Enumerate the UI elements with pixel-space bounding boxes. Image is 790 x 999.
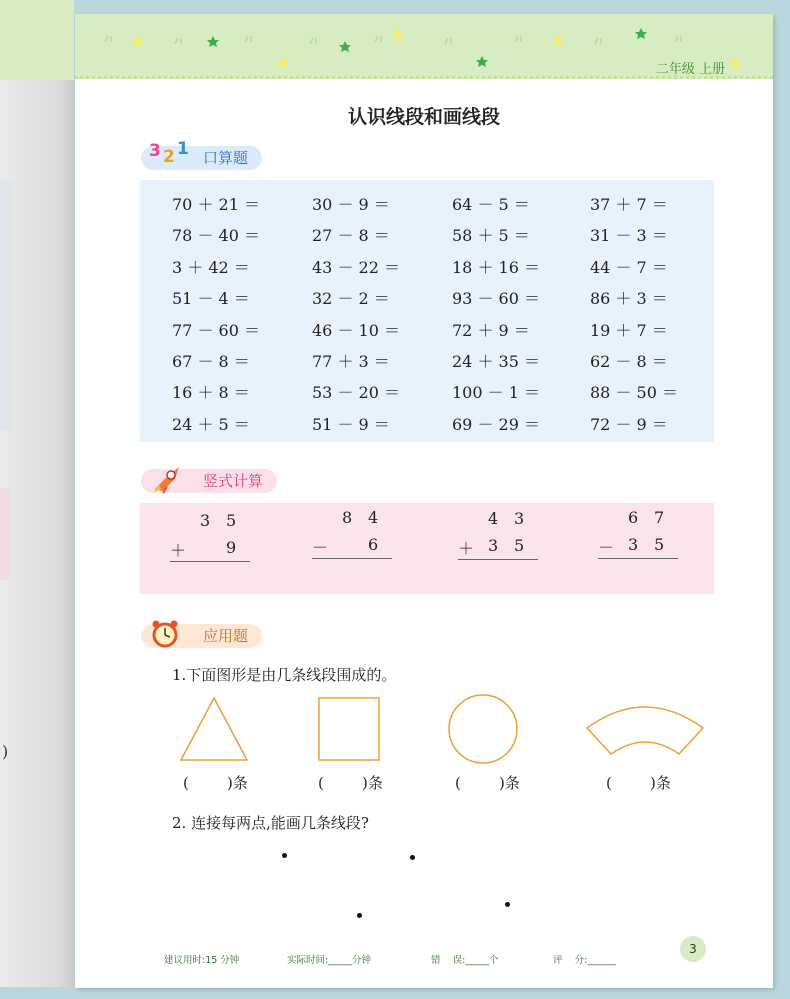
question-1-text: 1.下面图形是由几条线段围成的。 [172, 666, 397, 684]
previous-page-paren: ) [2, 742, 9, 761]
oral-problem[interactable]: 51 － 9 ＝ [312, 414, 390, 434]
digit: 4 [368, 508, 379, 527]
oral-problem[interactable]: 88 － 50 ＝ [590, 383, 678, 403]
oral-problem[interactable]: 37 ＋ 7 ＝ [590, 195, 668, 214]
footer-errors: 错 误:_____个 [431, 955, 499, 966]
digit: 3 [628, 535, 639, 554]
blank-triangle[interactable]: ( )条 [183, 774, 248, 792]
previous-page-header-band [0, 0, 74, 80]
oral-problem[interactable]: 32 － 2 ＝ [312, 289, 390, 309]
workbook-page [75, 14, 773, 988]
svg-text:1: 1 [177, 139, 189, 159]
oral-problem[interactable]: 24 ＋ 5 ＝ [172, 414, 250, 434]
digit: 8 [342, 508, 353, 527]
digit: 5 [514, 536, 525, 555]
oral-problem[interactable]: 24 ＋ 35 ＝ [452, 352, 540, 371]
digit: 3 [514, 509, 525, 528]
svg-text:2: 2 [163, 147, 175, 167]
operator: － [598, 538, 615, 557]
rocket-icon [149, 463, 189, 502]
circle-shape [449, 695, 517, 763]
oral-problem[interactable]: 44 － 7 ＝ [590, 257, 668, 277]
shapes-row [75, 690, 773, 780]
oral-problems-box [140, 180, 714, 442]
vertical-problems-box [140, 503, 714, 594]
oral-problem[interactable]: 31 － 3 ＝ [590, 226, 668, 246]
point-a[interactable] [282, 853, 287, 858]
oral-problem[interactable]: 19 ＋ 7 ＝ [590, 320, 668, 340]
oral-problem[interactable]: 86 ＋ 3 ＝ [590, 289, 668, 309]
blank-fan[interactable]: ( )条 [606, 774, 671, 792]
oral-problem[interactable]: 58 ＋ 5 ＝ [452, 226, 530, 246]
triangle-shape [181, 698, 247, 760]
oral-problem[interactable]: 70 ＋ 21 ＝ [172, 195, 260, 214]
digit: 6 [628, 508, 639, 527]
oral-problem[interactable]: 78 － 40 ＝ [172, 226, 260, 246]
point-d[interactable] [357, 913, 362, 918]
oral-problem[interactable]: 51 － 4 ＝ [172, 289, 250, 309]
operator: ＋ [458, 539, 475, 558]
section-oral-label: 口算题 [203, 149, 249, 167]
oral-problem[interactable]: 27 － 8 ＝ [312, 226, 390, 246]
oral-problem[interactable]: 72 － 9 ＝ [590, 414, 668, 434]
digit: 3 [200, 511, 211, 530]
previous-page-blue-block [0, 180, 12, 430]
oral-problem[interactable]: 77 － 60 ＝ [172, 320, 260, 340]
oral-problem[interactable]: 93 － 60 ＝ [452, 289, 540, 309]
oral-problem[interactable]: 18 ＋ 16 ＝ [452, 257, 540, 277]
oral-problem[interactable]: 100 － 1 ＝ [452, 383, 540, 403]
digit: 7 [654, 508, 665, 527]
operator: ＋ [170, 541, 187, 560]
page-title: 认识线段和画线段 [347, 106, 500, 128]
section-oral-header [141, 139, 262, 170]
section-applied-header [141, 624, 262, 648]
answer-line[interactable] [458, 559, 538, 560]
digit: 9 [226, 538, 237, 557]
section-vertical-label: 竖式计算 [203, 472, 264, 490]
header-band [75, 14, 773, 79]
oral-problem[interactable]: 64 － 5 ＝ [452, 195, 530, 214]
oral-problem[interactable]: 3 ＋ 42 ＝ [172, 257, 250, 277]
digit: 6 [368, 535, 379, 554]
oral-problem[interactable]: 46 － 10 ＝ [312, 320, 400, 340]
footer-score: 评 分:______ [553, 955, 616, 966]
square-shape [319, 698, 379, 760]
oral-problem[interactable]: 43 － 22 ＝ [312, 257, 400, 277]
digit: 5 [226, 511, 237, 530]
point-c[interactable] [505, 902, 510, 907]
operator: － [312, 538, 329, 557]
grade-label: 二年级 上册 [655, 62, 725, 77]
oral-problem[interactable]: 30 － 9 ＝ [312, 195, 390, 214]
blank-circle[interactable]: ( )条 [455, 774, 520, 792]
answer-line[interactable] [598, 558, 678, 559]
footer-suggested-time: 建议用时:15 分钟 [164, 955, 240, 966]
oral-problem[interactable]: 72 ＋ 9 ＝ [452, 320, 530, 340]
digit: 5 [654, 535, 665, 554]
previous-page-pink-block [0, 488, 10, 580]
oral-problem[interactable]: 53 － 20 ＝ [312, 383, 400, 403]
section-applied-label: 应用题 [203, 627, 249, 645]
numbers-321-icon [149, 138, 201, 175]
section-vertical-header [141, 469, 277, 493]
svg-text:3: 3 [149, 141, 161, 161]
oral-problem[interactable]: 16 ＋ 8 ＝ [172, 383, 250, 403]
fan-shape [587, 707, 703, 754]
digit: 4 [488, 509, 499, 528]
oral-problem[interactable]: 69 － 29 ＝ [452, 414, 540, 434]
point-b[interactable] [410, 855, 415, 860]
answer-line[interactable] [170, 561, 250, 562]
question-2-text: 2. 连接每两点,能画几条线段? [172, 814, 369, 832]
oral-problem[interactable]: 67 － 8 ＝ [172, 352, 250, 371]
digit: 3 [488, 536, 499, 555]
oral-problem[interactable]: 77 ＋ 3 ＝ [312, 352, 390, 371]
oral-problem[interactable]: 62 － 8 ＝ [590, 352, 668, 371]
alarm-clock-icon [149, 618, 181, 657]
blank-square[interactable]: ( )条 [318, 774, 383, 792]
page-number: 3 [680, 936, 706, 962]
answer-line[interactable] [312, 558, 392, 559]
previous-page-edge [0, 0, 74, 987]
footer-actual-time: 实际时间:_____分钟 [287, 955, 371, 966]
